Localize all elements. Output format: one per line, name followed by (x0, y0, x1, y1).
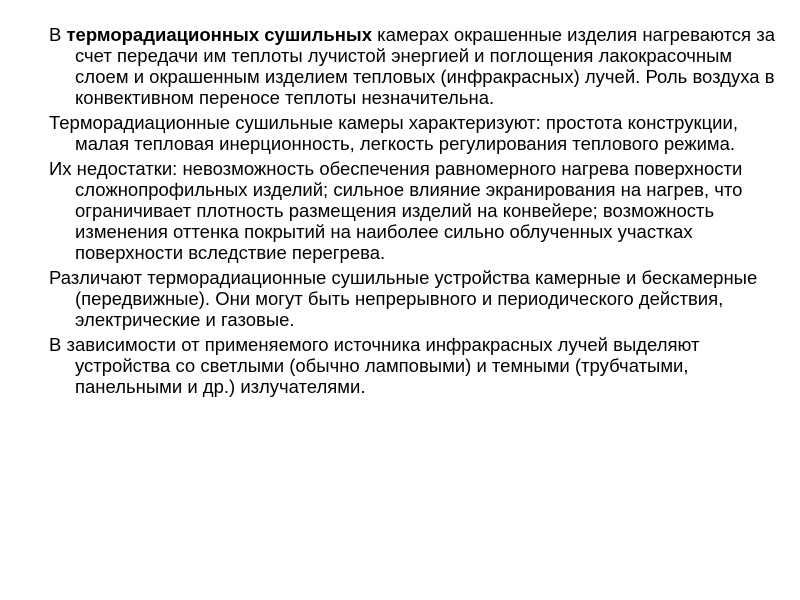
paragraph-1-text: камерах окрашенные изделия нагреваются за счет передачи им теплоты лучистой энергией и поглощения лакокрасочным слоем и окрашенным изделием тепловых (инфракрасных) лучей. Роль воздуха в конвективном переносе теплоты незначительна. (75, 24, 775, 108)
paragraph-1-bold-term: терморадиационных сушильных (66, 24, 373, 45)
paragraph-advantages: Терморадиационные сушильные камеры характеризуют: простота конструкции, малая тепловая инерционность, легкость регулирования теплового режима. (49, 112, 738, 154)
slide-text-body (49, 24, 779, 401)
paragraph-1-prefix: В (49, 24, 67, 45)
paragraph-device-types: Различают терморадиационные сушильные устройства камерные и бескамерные (передвижные). Они могут быть непрерывного и периодического действия, электрические и газовые. (49, 267, 758, 330)
paragraph-emitter-types: В зависимости от применяемого источника инфракрасных лучей выделяют устройства со светлыми (обычно ламповыми) и темными (трубчатыми, панельными и др.) излучателями. (49, 334, 700, 397)
paragraph-radiation-drying-principle (49, 24, 779, 108)
paragraph-disadvantages: Их недостатки: невозможность обеспечения равномерного нагрева поверхности сложнопрофильных изделий; сильное влияние экранирования на нагрев, что ограничивает плотность размещения изделий на конвейере; возможность изменения оттенка покрытий на наиболее сильно облученных участках поверхности вследствие перегрева. (49, 158, 743, 263)
